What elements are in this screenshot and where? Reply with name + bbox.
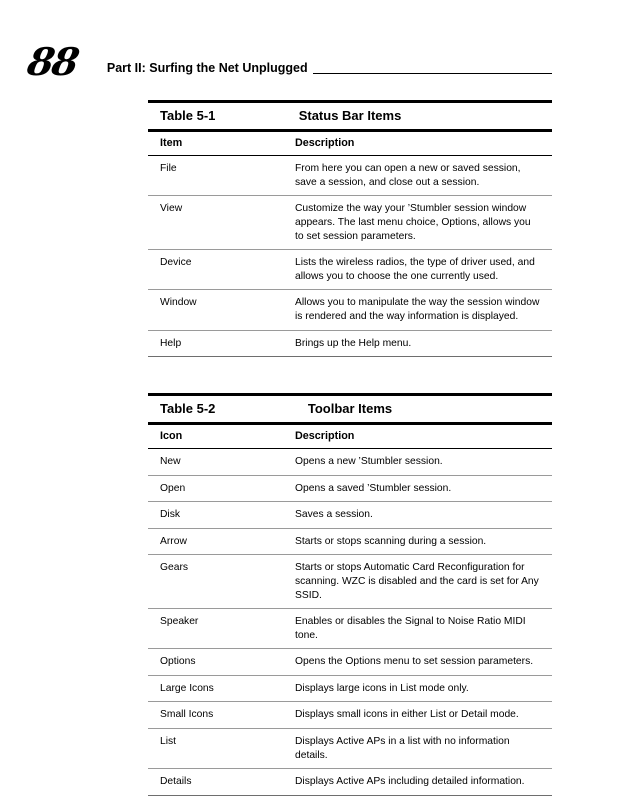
page-number: 88 — [24, 39, 81, 84]
table-id: Table 5-1 — [160, 108, 216, 124]
table-row — [148, 676, 552, 703]
cell-description: Saves a session. — [295, 509, 373, 521]
table-5-2 — [148, 393, 552, 796]
cell-description: Opens a saved ’Stumbler session. — [295, 482, 452, 494]
cell-item: File — [160, 163, 177, 175]
table-column-headers — [148, 425, 552, 449]
cell-item: Speaker — [160, 616, 199, 628]
cell-description: Opens a new ’Stumbler session. — [295, 456, 443, 468]
cell-item: Disk — [160, 509, 181, 521]
table-row — [148, 449, 552, 476]
table-row — [148, 529, 552, 556]
cell-description: From here you can open a new or saved session, save a session, and close out a session. — [295, 163, 521, 188]
cell-description: Brings up the Help menu. — [295, 337, 412, 349]
cell-description: Lists the wireless radios, the type of driver used, and allows you to choose the one currently used. — [295, 257, 535, 282]
table-row — [148, 502, 552, 529]
cell-item: Gears — [160, 562, 189, 574]
cell-item: Help — [160, 337, 182, 349]
table-title-row — [148, 103, 552, 132]
table-row — [148, 609, 552, 649]
cell-description: Opens the Options menu to set session parameters. — [295, 656, 534, 668]
table-row — [148, 250, 552, 290]
header-rule — [313, 73, 552, 74]
cell-description: Displays large icons in List mode only. — [295, 682, 469, 694]
table-title: Toolbar Items — [307, 401, 393, 417]
cell-description: Displays small icons in either List or Detail mode. — [295, 709, 519, 721]
table-row — [148, 331, 552, 358]
cell-item: Small Icons — [160, 709, 214, 721]
cell-description: Allows you to manipulate the way the session window is rendered and the way information is displayed. — [295, 297, 540, 322]
table-row — [148, 649, 552, 676]
table-row — [148, 290, 552, 330]
table-row — [148, 729, 552, 769]
cell-item: Open — [160, 482, 186, 494]
cell-item: Large Icons — [160, 682, 214, 694]
cell-item: Details — [160, 776, 192, 788]
cell-description: Starts or stops scanning during a session. — [295, 535, 487, 547]
column-header-description: Description — [295, 430, 355, 443]
table-row — [148, 476, 552, 503]
table-row — [148, 555, 552, 609]
table-row — [148, 156, 552, 196]
column-header-icon: Icon — [160, 430, 183, 443]
cell-item: Window — [160, 297, 197, 309]
running-head: Part II: Surfing the Net Unplugged — [106, 61, 308, 76]
cell-description: Displays Active APs including detailed information. — [295, 776, 525, 788]
table-row — [148, 702, 552, 729]
cell-description: Enables or disables the Signal to Noise Ratio MIDI tone. — [295, 616, 526, 641]
cell-item: View — [160, 203, 183, 215]
cell-item: Arrow — [160, 535, 187, 547]
column-header-description: Description — [295, 137, 355, 150]
page-header — [24, 39, 552, 84]
table-row — [148, 769, 552, 796]
table-title: Status Bar Items — [298, 108, 402, 124]
column-header-item: Item — [160, 137, 183, 150]
cell-description: Customize the way your ’Stumbler session window appears. The last menu choice, Options, allows you to set session parameters. — [295, 203, 531, 242]
table-id: Table 5-2 — [160, 401, 216, 417]
cell-description: Starts or stops Automatic Card Reconfiguration for scanning. WZC is disabled and the card is set for Any SSID. — [295, 562, 539, 601]
table-row — [148, 196, 552, 250]
cell-item: Device — [160, 257, 192, 269]
table-5-1 — [148, 100, 552, 357]
cell-item: Options — [160, 656, 196, 668]
cell-item: List — [160, 736, 177, 748]
cell-description: Displays Active APs in a list with no information details. — [295, 736, 510, 761]
table-column-headers — [148, 132, 552, 156]
table-title-row — [148, 396, 552, 425]
cell-item: New — [160, 456, 181, 468]
